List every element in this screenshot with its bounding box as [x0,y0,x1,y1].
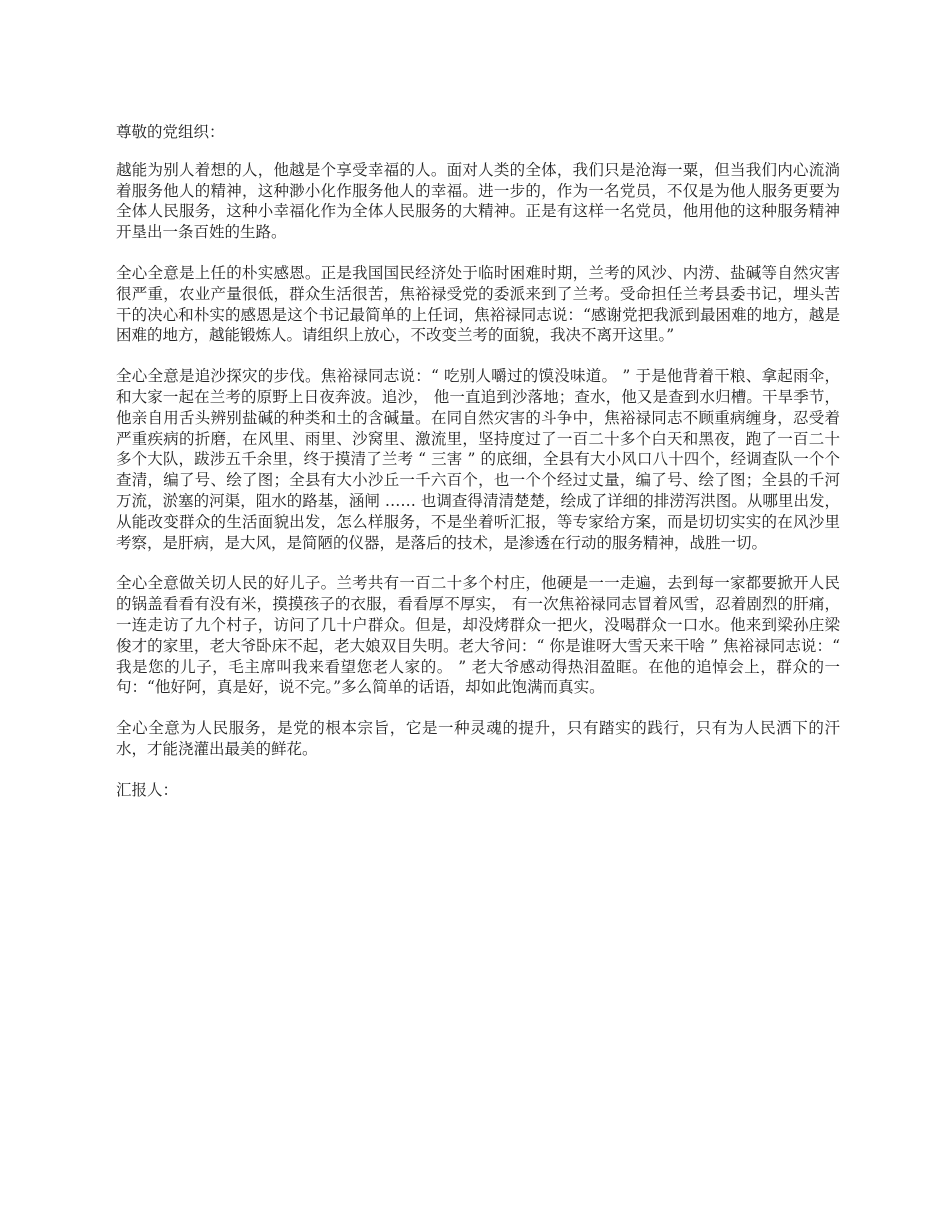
signature-label: 汇报人： [116,780,179,799]
paragraph-gratitude: 全心全意是上任的朴实感恩。正是我国国民经济处于临时困难时期，兰考的风沙、内涝、盐碱等自然灾害很严重，农业产量很低，群众生活很苦，焦裕禄受党的委派来到了兰考。受命担任兰考县委书记，埋头苦干的决心和朴实的感恩是这个书记最简单的上任词，焦裕禄同志说：“感谢党把我派到最困难的地方，越是困难的地方，越能锻炼人。请组织上放心，不改变兰考的面貌，我决不离开这里。” [116,263,840,345]
paragraph-intro: 越能为别人着想的人，他越是个享受幸福的人。面对人类的全体，我们只是沧海一粟，但当我们内心流淌着服务他人的精神，这种渺小化作服务他人的幸福。进一步的，作为一名党员，不仅是为他人服务更要为全体人民服务，这种小幸福化作为全体人民服务的大精神。正是有这样一名党员，他用他的这种服务精神开垦出一条百姓的生路。 [116,160,840,242]
paragraph-conclusion: 全心全意为人民服务，是党的根本宗旨，它是一种灵魂的提升，只有踏实的践行，只有为人民洒下的汗水，才能浇灌出最美的鲜花。 [116,719,840,758]
salutation: 尊敬的党组织： [116,123,225,141]
paragraph-good-son: 全心全意做关切人民的好儿子。兰考共有一百二十多个村庄，他硬是一一走遍，去到每一家都要掀开人民的锅盖看看有没有米，摸摸孩子的衣服，看看厚不厚实， 有一次焦裕禄同志冒着风雪，忍着剧烈的肝痛，一连走访了九个村子，访问了几十户群众。但是，却没烤群众一把火，没喝群众一口水。他来到梁孙庄梁俊才的家里，老大爷卧床不起，老大娘双目失明。老大爷问：“ 你是谁呀大雪天来干啥 ” 焦裕禄同志说：“ 我是您的儿子，毛主席叫我来看望您老人家的。 ” 老大爷感动得热泪盈眶。在他的追悼会上，群众的一句：“他好阿，真是好，说不完。”多么简单的话语，却如此饱满而真实。 [116,574,840,697]
document-body [116,122,840,821]
paragraph-sand-survey: 全心全意是追沙探灾的步伐。焦裕禄同志说：“ 吃别人嚼过的馍没味道。 ” 于是他背着干粮、拿起雨伞，和大家一起在兰考的原野上日夜奔波。追沙， 他一直追到沙落地；查水，他又是查到水归槽。干旱季节，他亲自用舌头辨别盐碱的种类和土的含碱量。在同自然灾害的斗争中，焦裕禄同志不顾重病缠身，忍受着严重疾病的折磨，在风里、雨里、沙窝里、激流里，坚持度过了一百二十多个白天和黑夜，跑了一百二十多个大队，跋涉五千余里，终于摸清了兰考 “ 三害 ” 的底细，全县有大小风口八十四个，经调查队一个个查清，编了号、绘了图；全县有大小沙丘一千六百个，也一个个经过丈量，编了号、绘了图；全县的千河万流，淤塞的河渠，阻水的路基，涵闸 …… 也调查得清清楚楚，绘成了详细的排涝泻洪图。从哪里出发，从能改变群众的生活面貌出发，怎么样服务，不是坐着听汇报，等专家给方案，而是切切实实的在风沙里考察，是肝病，是大风，是简陋的仪器，是落后的技术，是渗透在行动的服务精神，战胜一切。 [116,367,840,552]
